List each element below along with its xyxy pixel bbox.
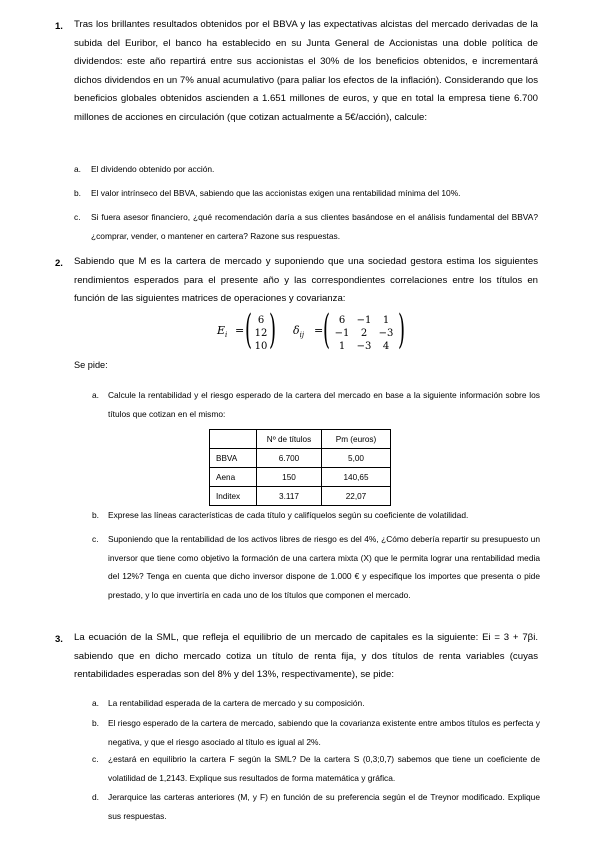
covariance-matrix: 6 −1 1 −1 2 −3 1 −3 4 <box>334 315 394 352</box>
sub-label: b. <box>74 188 81 198</box>
table-row <box>210 468 391 487</box>
securities-table <box>209 429 391 506</box>
table-cell: 5,00 <box>322 449 391 468</box>
table-cell: Aena <box>210 468 257 487</box>
table-header-cell: Nº de títulos <box>257 430 322 449</box>
sub-question-c <box>74 208 538 245</box>
sub-text: Jerarquice las carteras anteriores (M, y F) en función de su preferencia según el de Treynor modificado. Explique sus respuestas. <box>108 792 540 821</box>
question-text: La ecuación de la SML, que refleja el equilibrio de un mercado de capitales es la siguiente: Ei = 3 + 7βi. sabiendo que en dicho mercado cotiza un título de renta fija, y dos títulos de renta variables (cuyas rentabilidades esperadas son del 8% y del 13%, respectivamente), se pide: <box>74 632 538 680</box>
sub-question-a <box>92 386 540 423</box>
sub-label: c. <box>92 754 99 764</box>
matrix-formula <box>213 307 413 354</box>
sub-label: b. <box>92 510 99 520</box>
sub-question-c <box>92 750 540 787</box>
sub-text: La rentabilidad esperada de la cartera de mercado y su composición. <box>108 698 365 708</box>
table-cell: 22,07 <box>322 487 391 506</box>
table-cell: 140,65 <box>322 468 391 487</box>
question-number: 2. <box>55 258 63 269</box>
sub-text: ¿estará en equilibrio la cartera F según la SML? De la cartera S (0,3;0,7) sabemos que tiene un coeficiente de volatilidad de 1,2143. Explique sus resultados de forma matemática y gráfica. <box>108 754 540 783</box>
table-header-row <box>210 430 391 449</box>
sub-label: c. <box>92 534 99 544</box>
expected-returns-symbol: $E_i$ <box>217 324 228 340</box>
se-pide-label: Se pide: <box>74 360 108 370</box>
question-text: Sabiendo que M es la cartera de mercado y suponiendo que una sociedad gestora estima los siguientes rendimientos esperados para el presente año y las correspondientes correlaciones entre los títulos en función de las siguientes matrices de operaciones y covarianza: <box>74 256 538 304</box>
table-header-cell <box>210 430 257 449</box>
sub-label: a. <box>92 390 99 400</box>
table-cell: 3.117 <box>257 487 322 506</box>
table-row <box>210 487 391 506</box>
table-cell: Inditex <box>210 487 257 506</box>
sub-label: b. <box>92 718 99 728</box>
covariance-symbol: $\delta_{ij}$ <box>293 324 305 340</box>
sub-question-a <box>74 160 544 179</box>
sub-text: Suponiendo que la rentabilidad de los activos libres de riesgo es del 4%, ¿Cómo debería repartir su presupuesto un inversor que tiene como objetivo la formación de una cartera mixta (X) que le permita lograr una rentabilidad media del 12%? Tenga en cuenta que dicho inversor dispone de 1.000 € y especifique los importes que presenta o pide prestado, y lo que invertiría en cada uno de los títulos que componen el mercado. <box>108 534 540 600</box>
equals-sign: = <box>235 324 245 337</box>
sub-question-c <box>92 530 540 604</box>
right-paren: ) <box>269 307 277 353</box>
sub-question-d <box>92 788 540 825</box>
table-header-cell: Pm (euros) <box>322 430 391 449</box>
sub-question-b <box>74 184 544 203</box>
sub-text: Calcule la rentabilidad y el riesgo esperado de la cartera del mercado en base a la siguiente información sobre los títulos que cotizan en el mismo: <box>108 390 540 419</box>
table-cell: 150 <box>257 468 322 487</box>
equals-sign: = <box>314 324 324 337</box>
sub-label: a. <box>92 698 99 708</box>
question-number: 1. <box>55 21 63 32</box>
sub-label: d. <box>92 792 99 802</box>
question-text: Tras los brillantes resultados obtenidos por el BBVA y las expectativas alcistas del mercado derivadas de la subida del Euribor, el banco ha establecido en su Junta General de Accionistas una doble política de dividendos: este año repartirá entre sus accionistas el 30% de los beneficios obtenidos, e incrementará dichos dividendos en un 7% anual acumulativo (para paliar los efectos de la inflación). Considerando que los beneficios globales obtenidos ascienden a 1.651 millones de euros, y que en total la empresa tiene 6.700 millones de acciones en circulación (que cotizan actualmente a 5€/acción), calcule: <box>74 19 538 123</box>
expected-returns-vector: 6 12 10 <box>254 315 268 352</box>
table-row <box>210 449 391 468</box>
sub-text: Exprese las líneas características de cada título y califíquelos según su coeficiente de volatilidad. <box>108 510 469 520</box>
table-cell: 6.700 <box>257 449 322 468</box>
sub-question-b <box>92 714 540 751</box>
left-paren: ( <box>323 307 331 353</box>
sub-question-b <box>92 506 540 525</box>
sub-label: a. <box>74 164 81 174</box>
sub-text: El riesgo esperado de la cartera de mercado, sabiendo que la covarianza existente entre ambos títulos es perfecta y negativa, y que el riesgo asociado al título es igual al 2%. <box>108 718 540 747</box>
sub-label: c. <box>74 212 81 222</box>
left-paren: ( <box>245 307 253 353</box>
sub-text: Si fuera asesor financiero, ¿qué recomendación daría a sus clientes basándose en el análisis fundamental del BBVA? ¿comprar, vender, o mantener en cartera? Razone sus respuestas. <box>91 212 538 241</box>
table-cell: BBVA <box>210 449 257 468</box>
right-paren: ) <box>398 307 406 353</box>
sub-text: El dividendo obtenido por acción. <box>91 164 215 174</box>
sub-question-a <box>92 694 540 713</box>
question-number: 3. <box>55 634 63 645</box>
sub-text: El valor intrínseco del BBVA, sabiendo que las accionistas exigen una rentabilidad mínima del 10%. <box>91 188 461 198</box>
